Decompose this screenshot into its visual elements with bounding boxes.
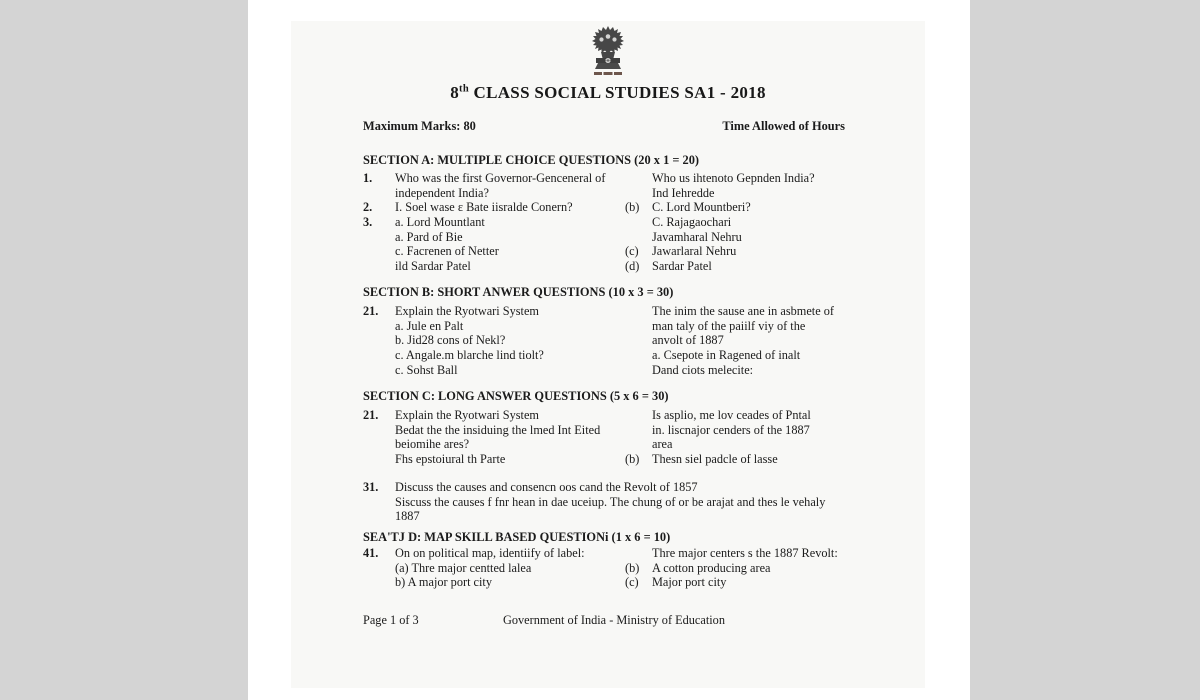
question-31 bbox=[363, 480, 845, 524]
question-text-right: a. Csepote in Ragened of inalt bbox=[652, 348, 801, 363]
question-number: 21. bbox=[363, 408, 379, 422]
page-title bbox=[291, 83, 925, 103]
question-text-right: Ind Iehredde bbox=[652, 185, 715, 200]
page-footer bbox=[363, 613, 845, 628]
question-text: Siscuss the causes f fnr hean in dae uceiup. The chung of or be arajat and thes le vehaly bbox=[395, 494, 826, 509]
question-text-right: man taly of the paiilf viy of the bbox=[652, 318, 806, 333]
question-text-right: Is asplio, me lov ceades of Pntal bbox=[652, 408, 811, 422]
question-text-right: Major port city bbox=[652, 575, 727, 590]
question-text-left: On on political map, identiify of label: bbox=[395, 546, 585, 560]
option-letter bbox=[625, 319, 652, 334]
option-letter bbox=[625, 546, 652, 561]
question-text-left: Who was the first Governor-Genceneral of bbox=[395, 171, 606, 185]
option-letter: (c) bbox=[625, 244, 639, 259]
question-text-right: A cotton producing area bbox=[652, 560, 771, 575]
india-emblem-icon bbox=[588, 25, 628, 75]
question-number bbox=[363, 423, 395, 438]
question-number: 1. bbox=[363, 171, 373, 185]
question-text-right: Thre major centers s the 1887 Revolt: bbox=[652, 546, 838, 560]
question-number bbox=[363, 437, 395, 452]
question-text-left: Explain the Ryotwari System bbox=[395, 408, 539, 422]
option-letter: (b) bbox=[625, 200, 640, 215]
question-text-left: c. Sohst Ball bbox=[395, 362, 458, 377]
question-text-left: c. Angale.m blarche lind tiolt? bbox=[395, 348, 544, 363]
page-number: Page 1 of 3 bbox=[363, 613, 419, 627]
section-b-questions bbox=[363, 304, 845, 377]
option-letter bbox=[625, 437, 652, 452]
option-letter: (c) bbox=[625, 575, 639, 590]
question-text-right: in. liscnajor cenders of the 1887 bbox=[652, 422, 810, 437]
question-text-left: ild Sardar Patel bbox=[395, 259, 471, 274]
option-letter: (d) bbox=[625, 259, 640, 274]
time-allowed-label: Time Allowed of Hours bbox=[722, 119, 845, 133]
question-text-left: b. Jid28 cons of Nekl? bbox=[395, 333, 506, 348]
question-text-right: Javamharal Nehru bbox=[652, 229, 742, 244]
exam-meta-row bbox=[363, 119, 845, 134]
question-number bbox=[363, 230, 395, 245]
exam-paper-page bbox=[291, 21, 925, 688]
question-number bbox=[363, 561, 395, 576]
option-letter bbox=[625, 171, 652, 186]
question-number: 21. bbox=[363, 304, 379, 318]
question-text-left: beiomihe ares? bbox=[395, 437, 470, 452]
question-text-right: Sardar Patel bbox=[652, 259, 712, 274]
question-number bbox=[363, 333, 395, 348]
section-c-questions bbox=[363, 408, 845, 467]
max-marks-label: Maximum Marks: 80 bbox=[363, 119, 476, 133]
title-number: 8 bbox=[450, 83, 460, 102]
option-letter bbox=[625, 348, 652, 363]
question-text: 1887 bbox=[395, 509, 420, 524]
question-number bbox=[363, 319, 395, 334]
title-text: CLASS SOCIAL STUDIES SA1 - 2018 bbox=[468, 83, 766, 102]
organization-label: Government of India - Ministry of Education bbox=[503, 613, 725, 627]
question-text-right: C. Lord Mountberi? bbox=[652, 200, 751, 215]
question-text-left: Fhs epstoiural th Parte bbox=[395, 452, 506, 467]
title-superscript: th bbox=[459, 83, 469, 95]
question-text-left: Bedat the the insiduing the lmed Int Eited bbox=[395, 422, 601, 437]
option-letter bbox=[625, 423, 652, 438]
question-text-right: The inim the sause ane in asbmete of bbox=[652, 304, 835, 318]
question-number bbox=[363, 575, 395, 590]
question-number bbox=[363, 259, 395, 274]
option-letter bbox=[625, 215, 652, 230]
question-number bbox=[363, 186, 395, 201]
question-text-left: b) A major port city bbox=[395, 575, 492, 590]
option-letter bbox=[625, 333, 652, 348]
option-letter: (b) bbox=[625, 560, 640, 575]
section-d-heading: SEA'TJ D: MAP SKILL BASED QUESTIONi (1 x 6 = 10) bbox=[363, 530, 671, 544]
option-letter bbox=[625, 363, 652, 378]
question-text: Discuss the causes and consencn oos cand the Revolt of 1857 bbox=[395, 480, 698, 494]
question-text-left: Explain the Ryotwari System bbox=[395, 304, 539, 318]
question-number: 2. bbox=[363, 200, 373, 215]
question-number bbox=[363, 452, 395, 467]
question-text-left: I. Soel wase ε Bate iisralde Conern? bbox=[395, 200, 573, 215]
option-letter bbox=[625, 186, 652, 201]
section-a-heading: SECTION A: MULTIPLE CHOICE QUESTIONS (20 x 1 = 20) bbox=[363, 153, 700, 167]
question-text-left: (a) Thre major centted lalea bbox=[395, 560, 532, 575]
option-letter: (b) bbox=[625, 452, 640, 467]
question-number bbox=[363, 509, 395, 524]
question-text-right: Thesn siel padcle of lasse bbox=[652, 452, 778, 467]
question-number: 3. bbox=[363, 215, 373, 230]
question-number bbox=[363, 244, 395, 259]
question-number bbox=[363, 348, 395, 363]
option-letter bbox=[625, 408, 652, 423]
question-text-right: C. Rajagaochari bbox=[652, 215, 732, 230]
question-text-right: Dand ciots melecite: bbox=[652, 362, 754, 377]
question-text-right: area bbox=[652, 437, 673, 452]
section-a-questions bbox=[363, 171, 845, 274]
section-d-questions bbox=[363, 546, 845, 590]
question-text-right: Jawarlaral Nehru bbox=[652, 244, 737, 259]
section-b-heading: SECTION B: SHORT ANWER QUESTIONS (10 x 3 = 30) bbox=[363, 285, 674, 299]
question-number bbox=[363, 363, 395, 378]
question-number bbox=[363, 495, 395, 510]
question-text-left: a. Pard of Bie bbox=[395, 229, 463, 244]
question-number: 31. bbox=[363, 480, 379, 494]
option-letter bbox=[625, 304, 652, 319]
question-text-left: c. Facrenen of Netter bbox=[395, 244, 499, 259]
question-text-left: a. Lord Mountlant bbox=[395, 215, 485, 230]
question-number: 41. bbox=[363, 546, 379, 560]
question-text-right: anvolt of 1887 bbox=[652, 333, 724, 348]
question-text-left: independent India? bbox=[395, 185, 489, 200]
question-text-right: Who us ihtenoto Gepnden India? bbox=[652, 171, 815, 185]
question-text-left: a. Jule en Palt bbox=[395, 318, 464, 333]
section-c-heading: SECTION C: LONG ANSWER QUESTIONS (5 x 6 = 30) bbox=[363, 389, 669, 403]
scanned-image-area bbox=[248, 0, 970, 700]
option-letter bbox=[625, 230, 652, 245]
